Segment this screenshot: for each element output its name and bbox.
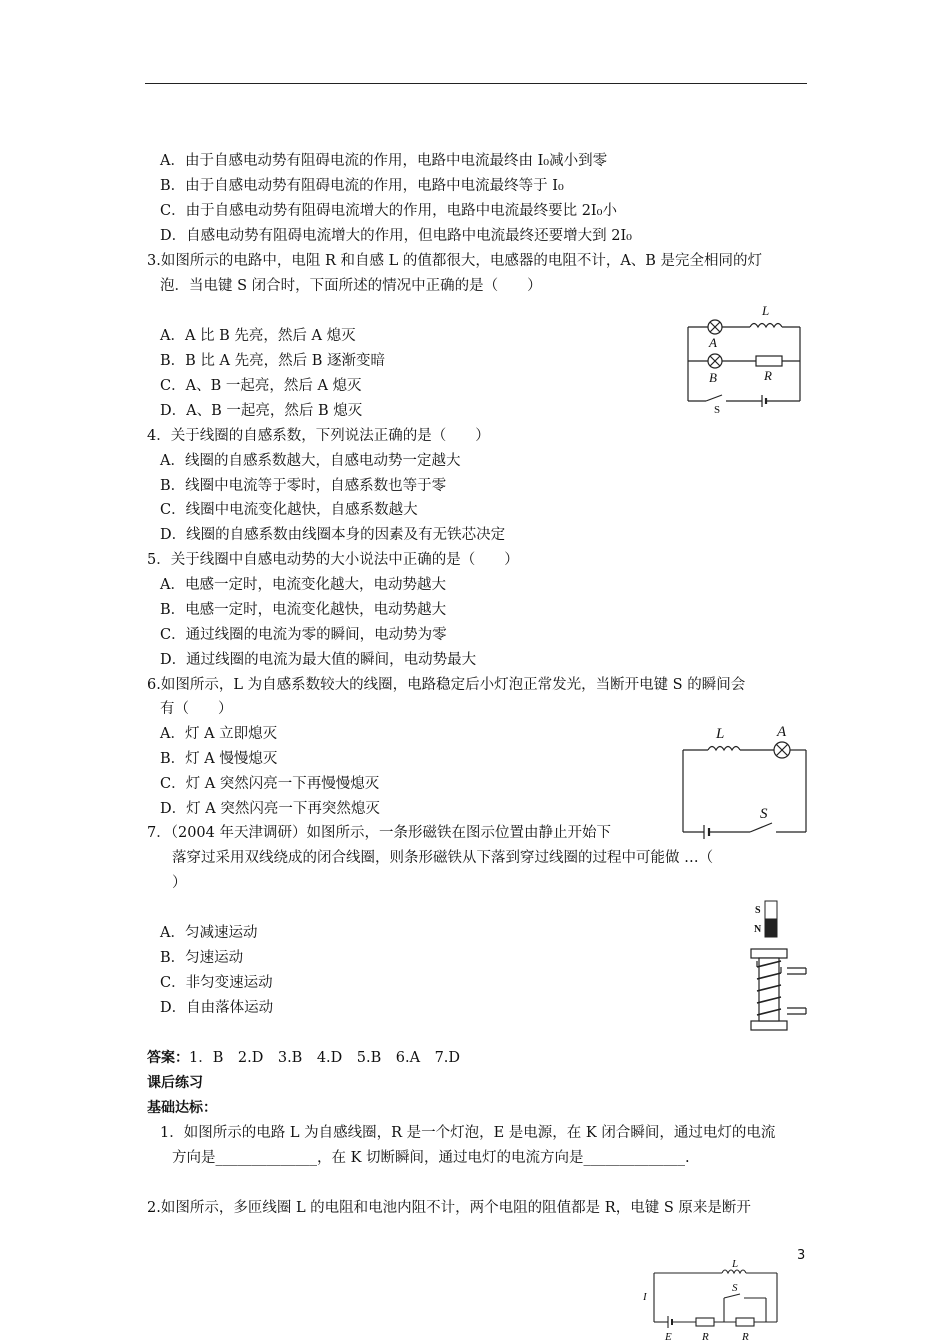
- q5-option-b: B．电感一定时，电流变化越快，电动势越大: [160, 602, 447, 618]
- q4-stem: 4．关于线圈的自感系数，下列说法正确的是（ ）: [147, 428, 490, 444]
- q3-lamp-b-icon: [708, 354, 722, 368]
- q3-label-r: R: [764, 368, 772, 383]
- bar-magnet-icon: [765, 901, 777, 937]
- section-title: 课后练习: [147, 1075, 203, 1091]
- q7-stem-line2: 落穿过采用双线绕成的闭合线圈，则条形磁铁从下落到穿过线圈的过程中可能做 …（: [172, 850, 714, 866]
- q6-label-l: L: [716, 726, 725, 742]
- q5-stem: 5．关于线圈中自感电动势的大小说法中正确的是（ ）: [147, 552, 519, 568]
- q2-option-b: B．由于自感电动势有阻碍电流的作用，电路中电流最终等于 I₀: [160, 178, 564, 194]
- q2-option-c: C．由于自感电动势有阻碍电流增大的作用，电路中电流最终要比 2I₀小: [160, 203, 617, 219]
- fig-label-i: I: [643, 1291, 647, 1303]
- q7-magnet-coil-diagram: [748, 895, 810, 1035]
- q7-stem-line1: 7．（2004 年天津调研）如图所示，一条形磁铁在图示位置由静止开始下: [147, 825, 611, 841]
- exercise-circuit-diagram: [640, 1258, 785, 1344]
- exercise2-line1: 2.如图所示，多匝线圈 L 的电阻和电池内阻不计，两个电阻的阻值都是 R，电键 S 原来是断开: [147, 1200, 751, 1216]
- q2-option-a: A．由于自感电动势有阻碍电流的作用，电路中电流最终由 I₀减小到零: [160, 153, 608, 169]
- q3-stem-line1: 3.如图所示的电路中，电阻 R 和自感 L 的值都很大，电感器的电阻不计，A、B 是完全相同的灯: [147, 253, 763, 269]
- fig-label-s: S: [732, 1282, 738, 1294]
- q3-option-d: D．A、B 一起亮，然后 B 熄灭: [160, 403, 363, 419]
- q4-option-a: A．线圈的自感系数越大，自感电动势一定越大: [160, 453, 461, 469]
- q7-stem-line3: ）: [172, 875, 187, 891]
- q3-option-a: A．A 比 B 先亮，然后 A 熄灭: [160, 328, 356, 344]
- q5-option-d: D．通过线圈的电流为最大值的瞬间，电动势最大: [160, 652, 477, 668]
- q6-option-a: A．灯 A 立即熄灭: [160, 726, 278, 742]
- q6-option-c: C．灯 A 突然闪亮一下再慢慢熄灭: [160, 776, 380, 792]
- answer-line: [147, 1048, 460, 1068]
- q4-option-c: C．线圈中电流变化越快，自感系数越大: [160, 502, 418, 518]
- q3-option-b: B．B 比 A 先亮，然后 B 逐渐变暗: [160, 353, 385, 369]
- q5-option-a: A．电感一定时，电流变化越大，电动势越大: [160, 577, 446, 593]
- exercise1-line2: 方向是______________，在 K 切断瞬间，通过电灯的电流方向是______________.: [172, 1150, 690, 1166]
- answer-label: 答案：: [147, 1050, 189, 1066]
- q4-option-d: D．线圈的自感系数由线圈本身的因素及有无铁芯决定: [160, 527, 506, 543]
- q6-option-d: D．灯 A 突然闪亮一下再突然熄灭: [160, 801, 380, 817]
- q2-option-d: D．自感电动势有阻碍电流增大的作用，但电路中电流最终还要增大到 2I₀: [160, 228, 632, 244]
- fig-label-r2: R: [742, 1331, 749, 1343]
- q3-label-l: L: [762, 303, 770, 318]
- q3-lamp-a-icon: [708, 320, 722, 334]
- answer-text: 1．B 2.D 3.B 4.D 5.B 6.A 7.D: [189, 1050, 461, 1066]
- q3-label-b: B: [709, 370, 717, 385]
- q7-option-a: A．匀减速运动: [160, 925, 258, 941]
- q6-lamp-a-icon: [774, 742, 790, 758]
- q7-label-s: S: [755, 905, 761, 916]
- q7-label-n: N: [754, 924, 762, 935]
- page-number: 3: [797, 1248, 806, 1263]
- header-rule: [145, 83, 807, 84]
- q6-stem-line1: 6.如图所示，L 为自感系数较大的线圈，电路稳定后小灯泡正常发光，当断开电键 S 的瞬间会: [147, 677, 746, 693]
- q6-label-a: A: [777, 724, 787, 740]
- q6-option-b: B．灯 A 慢慢熄灭: [160, 751, 278, 767]
- q3-label-s: S: [714, 404, 721, 416]
- q3-label-a: A: [709, 335, 717, 350]
- q7-option-b: B．匀速运动: [160, 950, 244, 966]
- q6-circuit-diagram: [678, 722, 813, 837]
- fig-label-l: L: [732, 1258, 739, 1270]
- q4-option-b: B．线圈中电流等于零时，自感系数也等于零: [160, 478, 447, 494]
- q5-option-c: C．通过线圈的电流为零的瞬间，电动势为零: [160, 627, 447, 643]
- coil-icon: [751, 949, 806, 1030]
- q3-stem-line2: 泡．当电键 S 闭合时，下面所述的情况中正确的是（ ）: [160, 278, 542, 294]
- fig-label-e: E: [665, 1331, 672, 1343]
- exercise1-line1: 1．如图所示的电路 L 为自感线圈，R 是一个灯泡，E 是电源，在 K 闭合瞬间，通过电灯的电流: [160, 1125, 776, 1141]
- q7-option-c: C．非匀变速运动: [160, 975, 273, 991]
- q6-stem-line2: 有（ ）: [160, 701, 233, 717]
- q6-label-s: S: [760, 806, 768, 822]
- q7-option-d: D．自由落体运动: [160, 1000, 274, 1016]
- subsection-title: 基础达标：: [147, 1100, 217, 1116]
- q3-option-c: C．A、B 一起亮，然后 A 熄灭: [160, 378, 362, 394]
- q3-circuit-diagram: [682, 305, 812, 415]
- fig-label-r1: R: [702, 1331, 709, 1343]
